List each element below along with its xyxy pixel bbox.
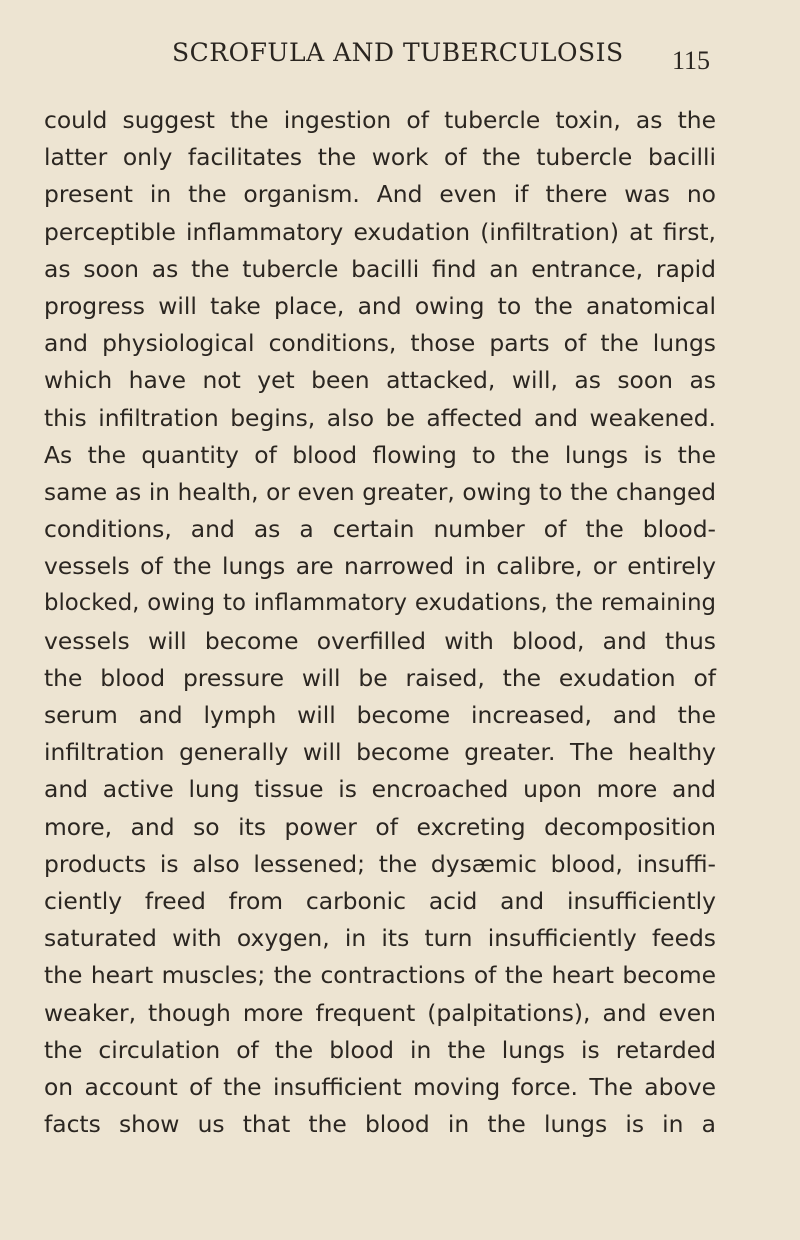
text-line: the heart muscles; the contractions of the heart become [44, 961, 716, 990]
text-line: blocked, owing to inflammatory exudations, the remaining [44, 590, 716, 617]
text-line: ciently freed from carbonic acid and insufficiently [44, 886, 716, 915]
body-text [44, 102, 716, 1143]
text-line: more, and so its power of excreting decomposition [44, 812, 716, 841]
text-line: serum and lymph will become increased, and the [44, 701, 716, 729]
text-line: present in the organism. And even if there was no [44, 180, 716, 209]
text-line: conditions, and as a certain number of the blood- [44, 515, 716, 544]
text-line: the circulation of the blood in the lungs is retarded [44, 1035, 716, 1064]
text-line: which have not yet been attacked, will, as soon as [44, 366, 716, 395]
text-line: latter only facilitates the work of the tubercle bacilli [44, 143, 716, 172]
text-line: weaker, though more frequent (palpitations), and even [44, 998, 716, 1027]
text-line: vessels will become overfilled with blood, and thus [44, 626, 716, 655]
text-line: saturated with oxygen, in its turn insufficiently feeds [44, 924, 716, 953]
text-line: As the quantity of blood flowing to the lungs is the [44, 440, 716, 469]
text-line: and active lung tissue is encroached upon more and [44, 775, 716, 804]
text-line: products is also lessened; the dysæmic blood, insuffi- [44, 849, 716, 878]
text-line: on account of the insufficient moving force. The above [44, 1072, 716, 1101]
running-head: SCROFULA AND TUBERCULOSIS [172, 38, 624, 67]
text-line: the blood pressure will be raised, the exudation of [44, 663, 716, 692]
text-line: infiltration generally will become greater. The healthy [44, 738, 716, 767]
text-line: as soon as the tubercle bacilli find an entrance, rapid [44, 254, 716, 283]
text-line: vessels of the lungs are narrowed in calibre, or entirely [44, 552, 716, 581]
text-line: and physiological conditions, those parts of the lungs [44, 329, 716, 358]
page-number: 115 [672, 46, 711, 75]
text-line: perceptible inflammatory exudation (infiltration) at first, [44, 217, 716, 246]
text-line: could suggest the ingestion of tubercle toxin, as the [44, 106, 716, 134]
text-line: progress will take place, and owing to the anatomical [44, 291, 716, 320]
text-line: same as in health, or even greater, owing to the changed [44, 478, 716, 506]
text-line: this infiltration begins, also be affected and weakened. [44, 403, 716, 432]
text-line: facts show us that the blood in the lungs is in a [44, 1110, 716, 1139]
